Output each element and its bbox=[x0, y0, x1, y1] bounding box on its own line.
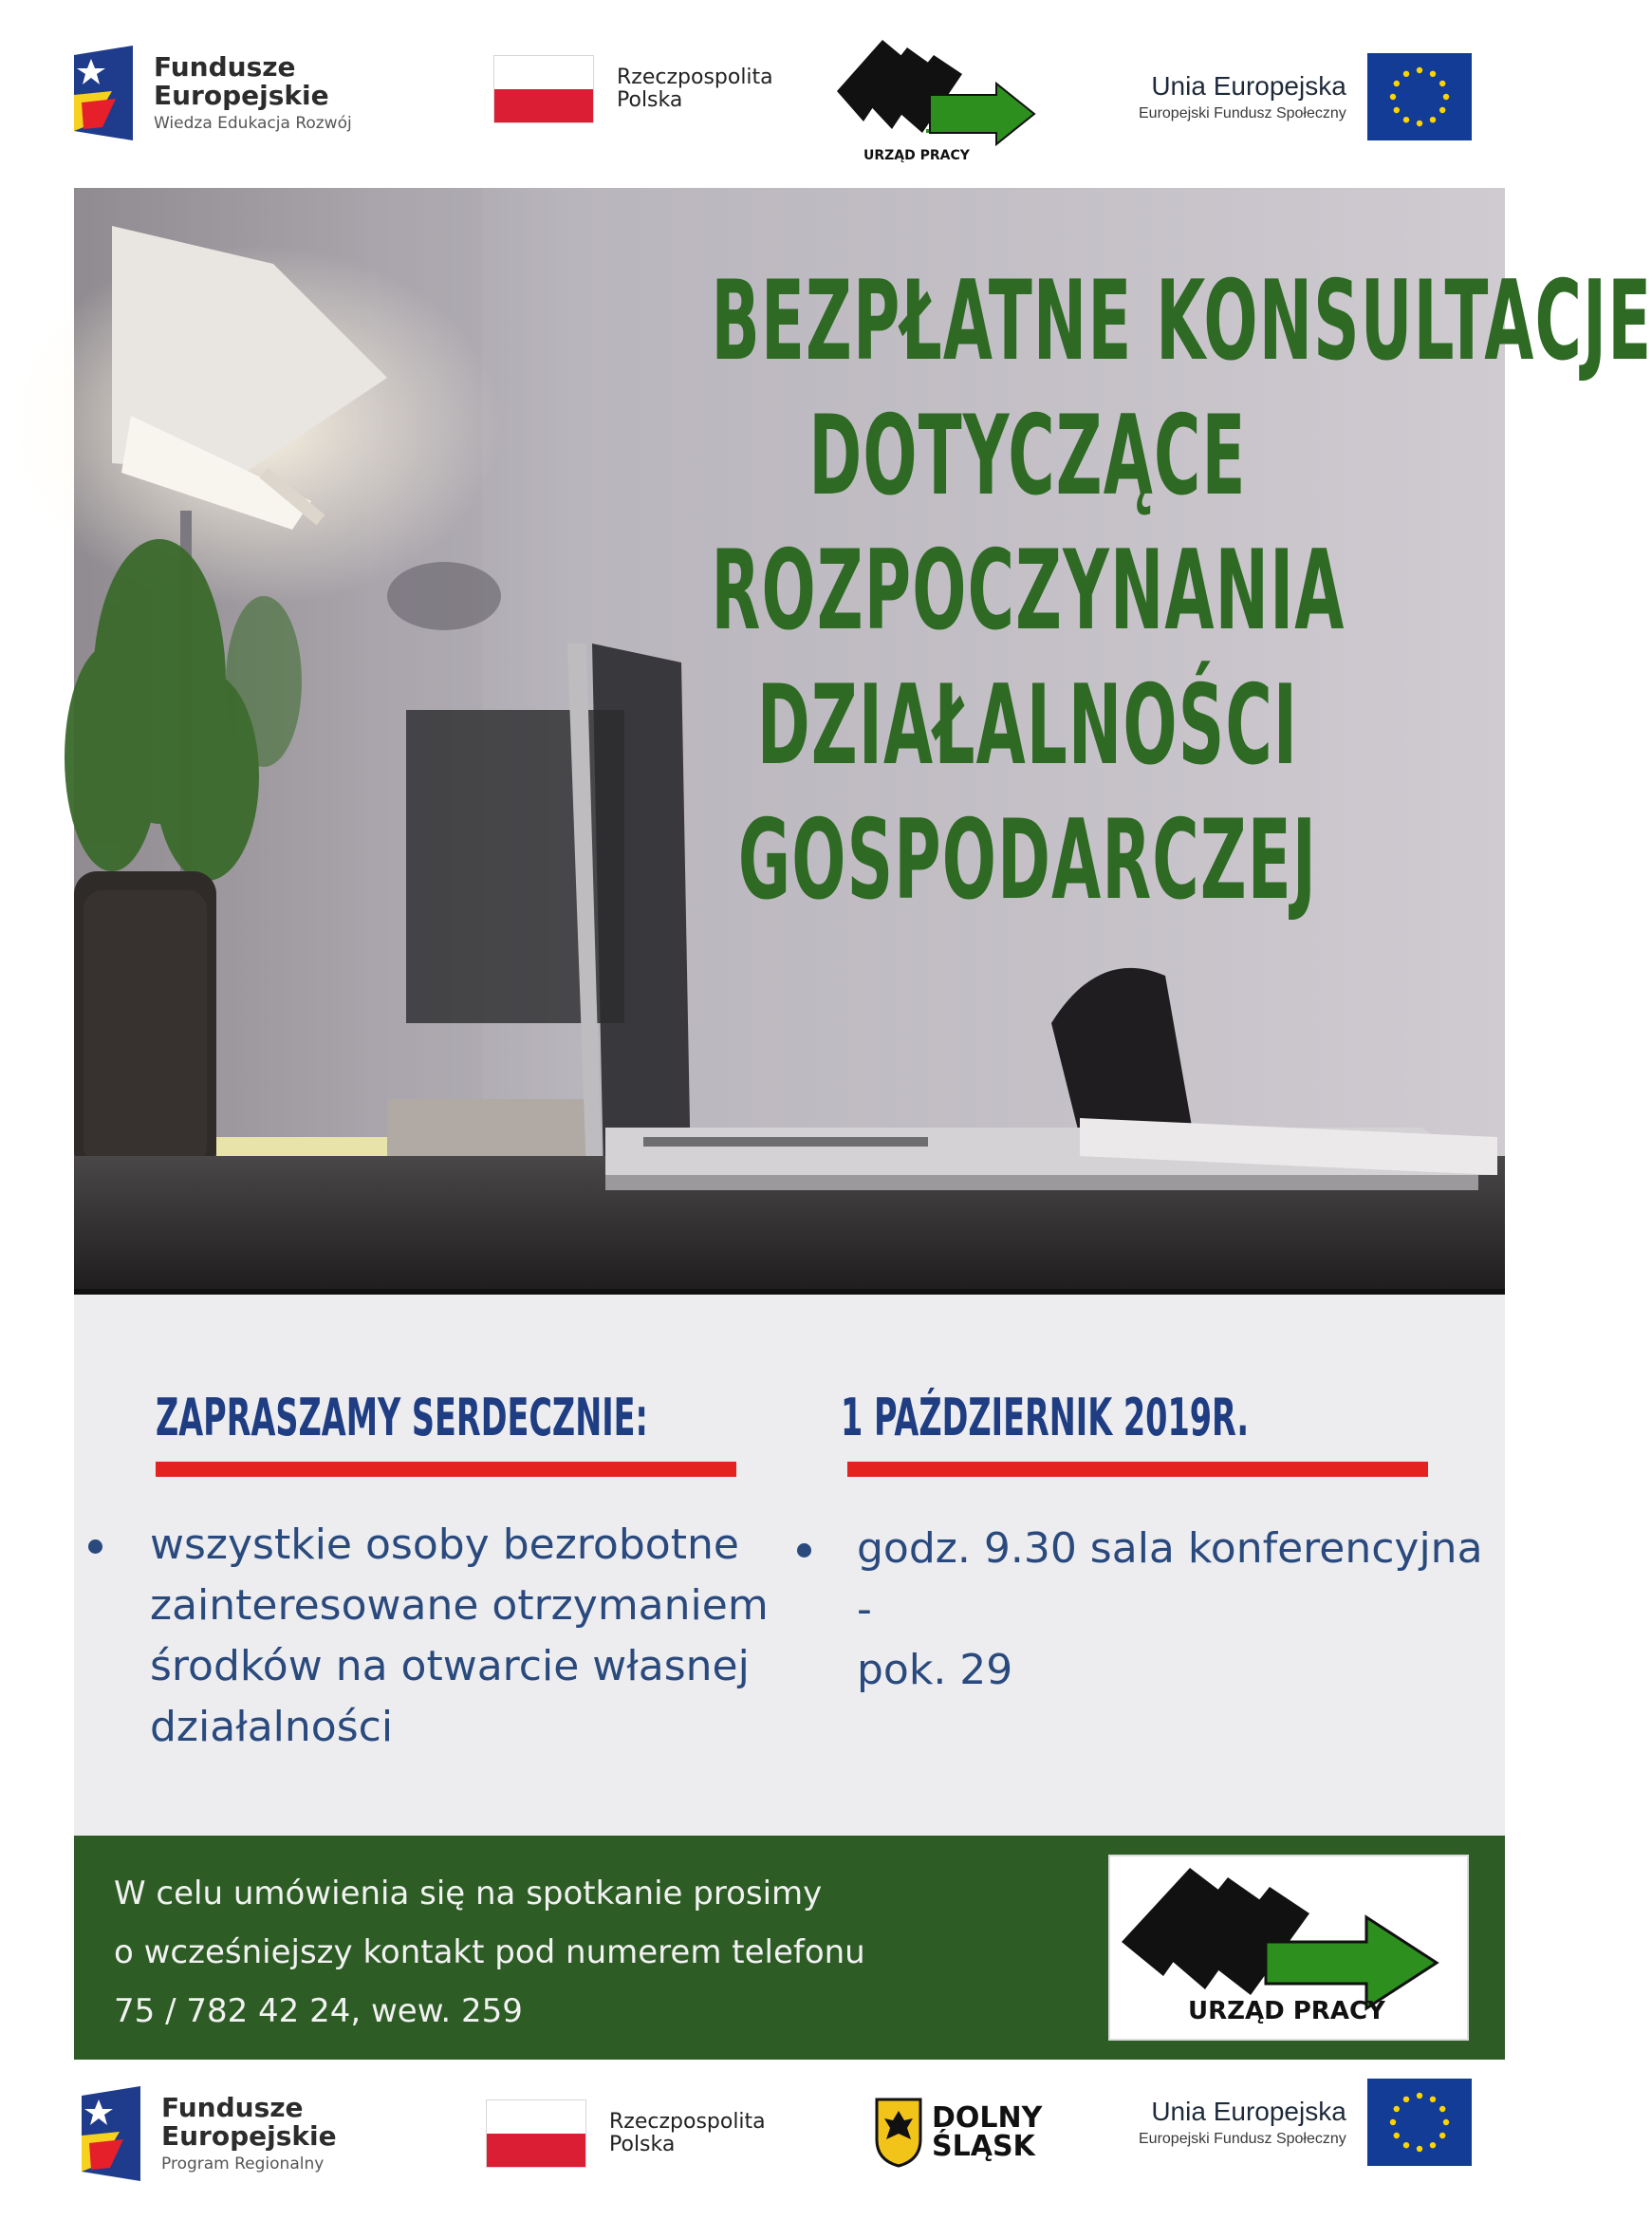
contact-text bbox=[114, 1864, 865, 2041]
left-bullet-list bbox=[150, 1515, 769, 1758]
eu-star-icon bbox=[1390, 94, 1396, 100]
urzad-pracy-logo-small bbox=[835, 34, 1044, 167]
eu-star-icon bbox=[1417, 2093, 1422, 2099]
eu-star-icon bbox=[1403, 2142, 1409, 2148]
eu-star-icon bbox=[1417, 2146, 1422, 2152]
contact-phone-line: 75 / 782 42 24, wew. 259 bbox=[114, 1992, 523, 2030]
eu-star-icon bbox=[1417, 67, 1422, 73]
eu-star-icon bbox=[1430, 2097, 1436, 2102]
fundusze-europejskie-emblem-icon bbox=[74, 46, 133, 140]
fe-bottom-line1: Fundusze bbox=[161, 2092, 304, 2123]
contact-bar bbox=[74, 1836, 1505, 2060]
right-bullet-line: godz. 9.30 sala konferencyjna - bbox=[857, 1524, 1483, 1633]
right-bullet-list bbox=[857, 1519, 1505, 1701]
ue-bottom-line1: Unia Europejska bbox=[1151, 2097, 1346, 2126]
contact-line: o wcześniejszy kontakt pod numerem telefonu bbox=[114, 1933, 865, 1971]
polish-flag-icon bbox=[493, 55, 594, 123]
unia-europejska-logo bbox=[1139, 53, 1472, 140]
rzeczpospolita-polska-logo bbox=[493, 55, 773, 123]
eu-star-icon bbox=[1403, 2097, 1409, 2102]
left-bullet-dot-icon bbox=[88, 1539, 102, 1554]
hero-title-line: ROZPOCZYNANIA bbox=[711, 527, 1346, 655]
fe-line3: Wiedza Edukacja Rozwój bbox=[154, 114, 352, 133]
urzad-pracy-large-label: URZĄD PRACY bbox=[1188, 1997, 1385, 2025]
pl-line1: Rzeczpospolita bbox=[617, 65, 773, 89]
eu-star-icon bbox=[1403, 71, 1409, 77]
top-logo-strip bbox=[0, 28, 1569, 171]
eu-star-icon bbox=[1443, 94, 1449, 100]
eu-star-icon bbox=[1439, 2133, 1445, 2138]
eu-star-icon bbox=[1417, 121, 1422, 126]
pl-bottom-line2: Polska bbox=[609, 2133, 676, 2156]
left-bullet-line: zainteresowane otrzymaniem bbox=[150, 1581, 769, 1630]
eu-star-icon bbox=[1393, 2106, 1399, 2112]
eu-star-icon bbox=[1439, 107, 1445, 113]
contact-line: W celu umówienia się na spotkanie prosimy bbox=[114, 1875, 823, 1912]
dolny-slask-eagle-icon bbox=[875, 2098, 922, 2168]
urzad-pracy-small-label: URZĄD PRACY bbox=[863, 148, 970, 163]
eu-flag-icon bbox=[1367, 2079, 1472, 2166]
eu-star-icon bbox=[1439, 2106, 1445, 2112]
fundusze-europejskie-logo bbox=[74, 46, 352, 140]
eu-star-icon bbox=[1430, 117, 1436, 122]
eu-star-icon bbox=[1430, 2142, 1436, 2148]
eu-star-icon bbox=[1439, 81, 1445, 86]
left-bullet-line: działalności bbox=[150, 1703, 394, 1751]
ue-bottom-line2: Europejski Fundusz Społeczny bbox=[1139, 2131, 1346, 2147]
unia-europejska-logo-bottom bbox=[1139, 2079, 1472, 2166]
fe-line1: Fundusze bbox=[154, 51, 296, 83]
fundusze-europejskie-logo-bottom bbox=[82, 2086, 337, 2181]
eu-star-icon bbox=[1393, 107, 1399, 113]
left-bullet-line: środków na otwarcie własnej bbox=[150, 1642, 750, 1690]
fe-line2: Europejskie bbox=[154, 80, 329, 111]
right-bullet-dot-icon bbox=[797, 1543, 811, 1558]
urzad-pracy-logo-large bbox=[1108, 1855, 1469, 2041]
left-column-heading: ZAPRASZAMY SERDECZNIE: bbox=[156, 1388, 648, 1447]
hero-title bbox=[711, 254, 1652, 928]
left-bullet-line: wszystkie osoby bezrobotne bbox=[150, 1520, 739, 1569]
eu-star-icon bbox=[1430, 71, 1436, 77]
eu-star-icon bbox=[1403, 117, 1409, 122]
urzad-pracy-cards-arrow-icon bbox=[1110, 1856, 1467, 1999]
ds-line1: DOLNY bbox=[932, 2101, 1043, 2135]
eu-star-icon bbox=[1443, 2119, 1449, 2125]
eu-star-icon bbox=[1390, 2119, 1396, 2125]
eu-flag-icon bbox=[1367, 53, 1472, 140]
hero-title-line: DOTYCZĄCE bbox=[808, 392, 1247, 520]
fe-bottom-line2: Europejskie bbox=[161, 2120, 337, 2152]
hero-title-line: DZIAŁALNOŚCI bbox=[756, 662, 1299, 790]
eu-star-icon bbox=[1393, 81, 1399, 86]
rzeczpospolita-polska-logo-bottom bbox=[486, 2099, 766, 2168]
bottom-logo-strip bbox=[0, 2061, 1569, 2204]
right-column-heading: 1 PAŹDZIERNIK 2019R. bbox=[841, 1388, 1250, 1447]
info-section bbox=[74, 1295, 1505, 1836]
ds-line2: ŚLĄSK bbox=[932, 2130, 1035, 2163]
pl-line2: Polska bbox=[617, 88, 683, 112]
dolny-slask-logo bbox=[875, 2098, 1042, 2168]
polish-flag-icon bbox=[486, 2099, 586, 2168]
fundusze-europejskie-emblem-icon bbox=[82, 2086, 140, 2181]
ue-line2: Europejski Fundusz Społeczny bbox=[1139, 105, 1346, 121]
ue-line1: Unia Europejska bbox=[1151, 71, 1346, 101]
right-heading-underline bbox=[847, 1462, 1428, 1477]
hero-banner bbox=[74, 188, 1652, 1295]
hero-title-line: GOSPODARCZEJ bbox=[737, 796, 1318, 924]
right-bullet-line: pok. 29 bbox=[857, 1646, 1013, 1694]
eu-star-icon bbox=[1393, 2133, 1399, 2138]
hero-title-line: BEZPŁATNE KONSULTACJE bbox=[711, 257, 1652, 385]
left-heading-underline bbox=[156, 1462, 736, 1477]
fe-bottom-line3: Program Regionalny bbox=[161, 2155, 325, 2173]
pl-bottom-line1: Rzeczpospolita bbox=[609, 2110, 766, 2134]
urzad-pracy-cards-arrow-icon bbox=[835, 34, 1044, 148]
